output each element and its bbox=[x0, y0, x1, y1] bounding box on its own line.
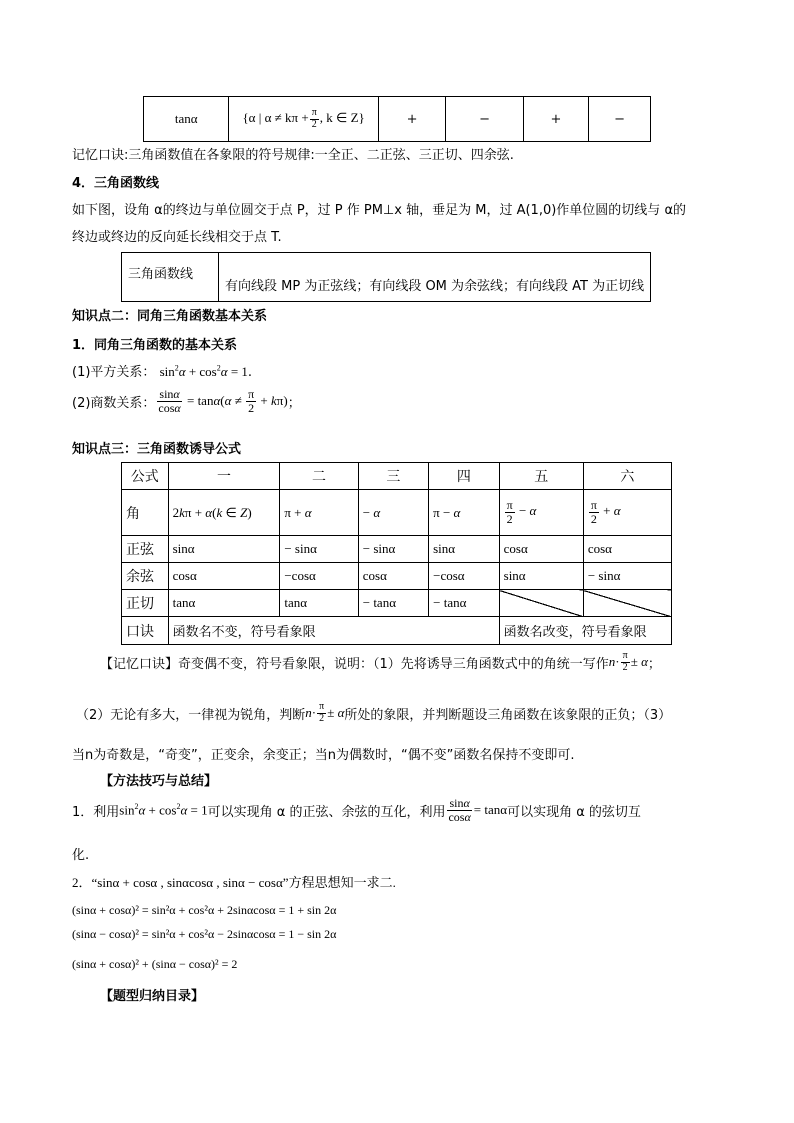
hdr-6: 六 bbox=[583, 463, 671, 490]
row-sin-label: 正弦 bbox=[122, 536, 169, 563]
hdr-2: 二 bbox=[280, 463, 358, 490]
item1-b: 可以实现角 α 的正弦、余弦的互化，利用 bbox=[207, 804, 446, 820]
tan-sign-q1: + bbox=[378, 97, 446, 142]
methods-item1: 1．利用 $\sin^2\alpha + \cos^2\alpha = 1$ 可以实现角 α 的正弦、余弦的互化，利用 $\frac{\sin\alpha}{\cos\alpha}$ = tanα 可以实现角 α 的弦切互 bbox=[72, 796, 641, 824]
angle-1: 2kπ + α(k ∈ Z) bbox=[168, 490, 280, 536]
tan-cell-3: − tanα bbox=[358, 590, 428, 617]
memo-line1: 【记忆口诀】奇变偶不变，符号看象限，说明：（1）先将诱导三角函数式中的角统一写作 n· $\frac{\pi}{2}$ ± α ； bbox=[100, 650, 661, 673]
cos-cell-1: cosα bbox=[168, 563, 280, 590]
memo-line2-a: （2）无论有多大，一律视为锐角，判断 bbox=[76, 707, 306, 723]
methods-heading: 【方法技巧与总结】 bbox=[100, 774, 218, 789]
tan-cell-4: − tanα bbox=[429, 590, 500, 617]
section4-heading: 4．三角函数线 bbox=[72, 176, 160, 191]
memo-line3: 当n为奇数是，“奇变”，正变余，余变正；当n为偶数时，“偶不变”函数名保持不变即可. bbox=[72, 748, 575, 763]
koujue-label: 口诀 bbox=[122, 617, 169, 645]
row-cos-label: 余弦 bbox=[122, 563, 169, 590]
angle-6: $\frac{\pi}{2}$ + α bbox=[583, 490, 671, 536]
square-relation: (1)平方关系： $\sin^2\alpha + \cos^2\alpha = 1$. bbox=[72, 363, 253, 380]
catalog-heading: 【题型归纳目录】 bbox=[100, 989, 205, 1004]
tan-sign-q3: + bbox=[523, 97, 589, 142]
cos-cell-3: cosα bbox=[358, 563, 428, 590]
cos-cell-2: −cosα bbox=[280, 563, 358, 590]
koujue-right: 函数名改变，符号看象限 bbox=[499, 617, 671, 645]
memo-line2: （2）无论有多大，一律视为锐角，判断 n· $\frac{\pi}{2}$ ± α 所处的象限，并判断题设三角函数在该象限的正负；（3） bbox=[76, 701, 672, 724]
item1-f2: = tanα bbox=[473, 802, 508, 818]
tan-func-cell: tanα bbox=[144, 97, 229, 142]
memo-line1-text: 【记忆口诀】奇变偶不变，符号看象限，说明：（1）先将诱导三角函数式中的角统一写作 bbox=[100, 656, 609, 672]
induction-table bbox=[121, 462, 672, 645]
angle-3: − α bbox=[358, 490, 428, 536]
methods-item1-end: 化. bbox=[72, 848, 90, 863]
tan-sign-table bbox=[143, 96, 651, 142]
tan-domain-head: {α | α ≠ kπ + bbox=[242, 109, 309, 125]
tan-sign-q4: − bbox=[589, 97, 651, 142]
cos-cell-6: − sinα bbox=[583, 563, 671, 590]
sin-cell-4: sinα bbox=[429, 536, 500, 563]
angle-5: $\frac{\pi}{2}$ − α bbox=[499, 490, 583, 536]
section4-para1: 如下图，设角 α的终边与单位圆交于点 P，过 P 作 PM⊥x 轴，垂足为 M，过 A(1,0)作单位圆的切线与 α的 bbox=[72, 203, 687, 218]
tan-cell-1: tanα bbox=[168, 590, 280, 617]
item1-c: 可以实现角 α 的弦切互 bbox=[507, 804, 641, 820]
tan-domain-tail: , k ∈ Z} bbox=[319, 109, 365, 125]
sin-cell-5: cosα bbox=[499, 536, 583, 563]
hdr-3: 三 bbox=[358, 463, 428, 490]
tan-cell-2: tanα bbox=[280, 590, 358, 617]
item1-a: 1．利用 bbox=[72, 804, 120, 820]
methods-item2: 2．“sinα + cosα , sinαcosα , sinα − cosα”方程思想知一求二. bbox=[72, 875, 396, 890]
hdr-5: 五 bbox=[499, 463, 583, 490]
trig-line-text: 有向线段 MP 为正弦线；有向线段 OM 为余弦线；有向线段 AT 为正切线 bbox=[219, 253, 651, 302]
sin-cell-6: cosα bbox=[583, 536, 671, 563]
hdr-4: 四 bbox=[429, 463, 500, 490]
hdr-1: 一 bbox=[168, 463, 280, 490]
tan-sign-q2: − bbox=[446, 97, 523, 142]
cos-cell-4: −cosα bbox=[429, 563, 500, 590]
section4-para2: 终边或终边的反向延长线相交于点 T. bbox=[72, 230, 282, 245]
identity-eq3: (sinα + cosα)² + (sinα − cosα)² = 2 bbox=[72, 957, 238, 971]
trig-line-box bbox=[121, 252, 651, 302]
sign-mnemonic: 记忆口诀:三角函数值在各象限的符号规律:一全正、二正弦、三正切、四余弦. bbox=[72, 148, 514, 163]
tan-cell-6-slash bbox=[583, 590, 671, 617]
angle-2: π + α bbox=[280, 490, 358, 536]
trig-line-label: 三角函数线 bbox=[122, 253, 219, 302]
kp2-sub: 1．同角三角函数的基本关系 bbox=[72, 338, 238, 353]
quotient-relation: (2)商数关系： $\frac{\sin\alpha}{\cos\alpha}$ = tanα(α ≠ $\frac{\pi}{2}$ + kπ) ； bbox=[72, 387, 301, 415]
tan-domain-cell: {α | α ≠ kπ + $\frac{\pi}{2}$ , k ∈ Z} bbox=[229, 97, 378, 142]
sin-cell-2: − sinα bbox=[280, 536, 358, 563]
memo-line2-b: 所处的象限，并判断题设三角函数在该象限的正负；（3） bbox=[344, 707, 672, 723]
angle-label: 角 bbox=[122, 490, 169, 536]
sin-cell-3: − sinα bbox=[358, 536, 428, 563]
identity-eq2: (sinα − cosα)² = sin²α + cos²α − 2sinαcosα = 1 − sin 2α bbox=[72, 927, 337, 941]
quotient-label: (2)商数关系： bbox=[72, 395, 156, 411]
hdr-formula: 公式 bbox=[122, 463, 169, 490]
square-label: (1)平方关系： bbox=[72, 365, 156, 380]
sin-cell-1: sinα bbox=[168, 536, 280, 563]
kp3-heading: 知识点三：三角函数诱导公式 bbox=[72, 442, 242, 457]
angle-4: π − α bbox=[429, 490, 500, 536]
tan-cell-5-slash bbox=[499, 590, 583, 617]
kp2-heading: 知识点二：同角三角函数基本关系 bbox=[72, 309, 268, 324]
koujue-left: 函数名不变，符号看象限 bbox=[168, 617, 499, 645]
identity-eq1: (sinα + cosα)² = sin²α + cos²α + 2sinαcosα = 1 + sin 2α bbox=[72, 903, 337, 917]
row-tan-label: 正切 bbox=[122, 590, 169, 617]
cos-cell-5: sinα bbox=[499, 563, 583, 590]
